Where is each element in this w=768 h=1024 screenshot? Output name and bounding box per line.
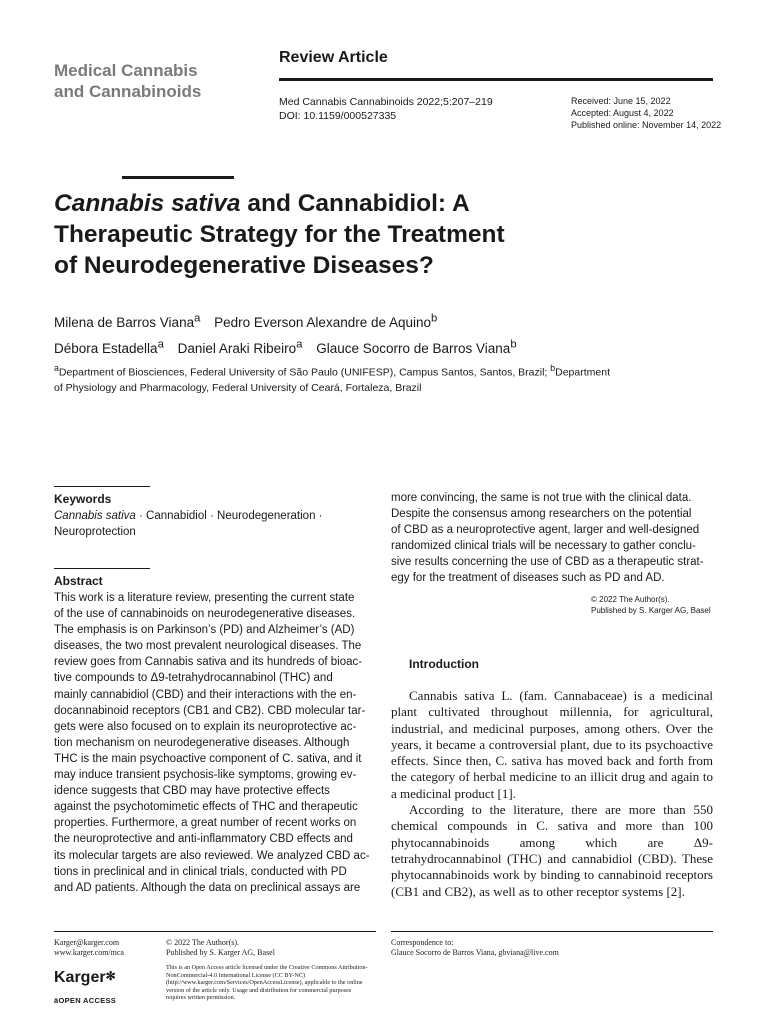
author[interactable]: Daniel Araki Ribeiro$^a$ (177, 338, 303, 356)
affil-a-sup: a (54, 363, 59, 373)
keywords-rule (54, 486, 150, 487)
journal-name-line2: and Cannabinoids (54, 82, 202, 101)
footer-email[interactable]: Karger@karger.com (54, 938, 120, 947)
footer-contact (54, 938, 124, 958)
intro-paragraph-1: Cannabis sativa L. (fam. Cannabaceae) is a medicinal plant cultivated throughout millennia, for agricultural, industrial, and medicinal purposes, among others. Over the years, it became a controversial plant, due to its psychoactive effects. Since then, C. sativa has moved back and forth from the category of herbal medicine to an illicit drug and again to a medicinal product [1]. (391, 688, 713, 801)
keywords-line2: Neuroprotection (54, 526, 136, 539)
abstract-body: This work is a literature review, presenting the current state of the use of cannabinoids on neurodegenerative diseases. The emphasis is on Parkinson’s (PD) and Alzheimer’s (AD) diseases, the two most prevalent neurological diseases. The review goes from Cannabis sativa and its hundreds of bioac- tive compounds to Δ9-tetrahydrocannabinol (THC) and mainly cannabidiol (CBD) and their interactions with the en- docannabinoid receptors (CB1 and CB2). CBD molecular tar- gets were also focused on to explain its neuroprotective ac- tion mechanism on neurodegenerative diseases. Although THC is the main psychoactive component of C. sativa, and it may induce transient psychosis-like symptoms, growing ev- idence suggests that CBD may have protective effects against the psychotomimetic effects of THC and therapeutic properties. Furthermore, a great number of recent works on the neuroprotective and anti-inflammatory CBD effects and its molecular targets are also reviewed. We analyzed CBD ac- tions in preclinical and in clinical trials, conducted with PD and AD patients. Although the data on preclinical assays are (54, 592, 370, 894)
keywords-list (54, 508, 374, 540)
abstract-heading: Abstract (54, 574, 103, 588)
journal-name (54, 60, 201, 102)
article-type: Review Article (279, 49, 388, 66)
dates-block (571, 95, 721, 131)
title-rule (122, 176, 234, 179)
karger-mark-icon: ✻ (105, 969, 116, 983)
footer-web[interactable]: www.karger.com/mca (54, 948, 124, 957)
title-italic: Cannabis sativa (54, 190, 241, 217)
keywords-line1: · Cannabidiol · Neurodegeneration · (135, 510, 323, 522)
keyword-italic: Cannabis sativa (54, 510, 136, 522)
title-line1: and Cannabidiol: A (240, 190, 470, 217)
citation-block (279, 95, 493, 123)
abstract-rule (54, 568, 150, 569)
received-date: Received: June 15, 2022 (571, 96, 671, 106)
journal-name-line1: Medical Cannabis (54, 61, 198, 80)
affil-b-sup: b (550, 363, 556, 373)
published-date: Published online: November 14, 2022 (571, 120, 722, 130)
footer-license: This is an Open Access article licensed under the Creative Commons Attribution-NonCommercial-4.0 International License (CC BY-NC) (http://www.karger.com/Services/OpenAccessLicense), applicable to the online version of the article only. Usage and distribution for commercial purposes requires written permission. (166, 964, 368, 1002)
footer-copyright: © 2022 The Author(s). Published by S. Karger AG, Basel (166, 938, 275, 957)
keywords-heading: Keywords (54, 492, 112, 506)
karger-logo: Karger✻ (54, 969, 116, 986)
affil-b: Department of Physiology and Pharmacology, Federal University of Ceará, Fortaleza, Brazil (54, 366, 610, 394)
accepted-date: Accepted: August 4, 2022 (571, 108, 674, 118)
author[interactable]: Glauce Socorro de Barros Viana$^b$ (316, 338, 517, 356)
correspondence-contact[interactable]: Glauce Socorro de Barros Viana, gbviana@live.com (391, 948, 559, 957)
author[interactable]: Milena de Barros Viana$^a$ (54, 312, 201, 330)
open-access-badge: äOPEN ACCESS (54, 996, 117, 1005)
footer-rule-right (391, 931, 713, 932)
doi-link[interactable]: DOI: 10.1159/000527335 (279, 110, 397, 122)
abstract-copyright: © 2022 The Author(s). Published by S. Karger AG, Basel (591, 595, 711, 615)
abstract-continued: more convincing, the same is not true with the clinical data. Despite the consensus among researchers on the potential of CBD as a neuroprotective agent, larger and well-designed randomized clinical trials will be necessary to gather conclu- sive results concerning the use of CBD as a therapeutic strat- egy for the treatment of diseases such as PD and AD. (391, 492, 704, 585)
intro-paragraph-2: According to the literature, there are more than 550 chemical compounds in C. sativa and more than 100 phytocannabinoids among which are Δ9-tetrahydrocannabinol (THC) and cannabidiol (CBD). These phytocannabinoids work by binding to cannabinoid receptors (CB1 and CB2), as well as to other receptor systems [2]. (391, 802, 713, 899)
affil-a: Department of Biosciences, Federal University of São Paulo (UNIFESP), Campus Santos, Santos, Brazil; (58, 366, 551, 379)
author[interactable]: Débora Estadella$^a$ (54, 338, 164, 356)
author-list (54, 307, 674, 360)
open-access-icon: ä (54, 996, 59, 1005)
title-line2: Therapeutic Strategy for the Treatment (54, 221, 505, 248)
citation: Med Cannabis Cannabinoids 2022;5:207–219 (279, 96, 493, 108)
article-title (54, 188, 674, 281)
author[interactable]: Pedro Everson Alexandre de Aquino$^b$ (214, 312, 438, 330)
header-rule (279, 78, 713, 81)
footer-correspondence: Correspondence to: Glauce Socorro de Barros Viana, gbviana@live.com (391, 938, 559, 957)
introduction-heading: Introduction (409, 657, 479, 671)
footer-rule-left (54, 931, 376, 932)
introduction-body (391, 688, 713, 900)
title-line3: of Neurodegenerative Diseases? (54, 252, 434, 279)
affiliations (54, 361, 614, 396)
